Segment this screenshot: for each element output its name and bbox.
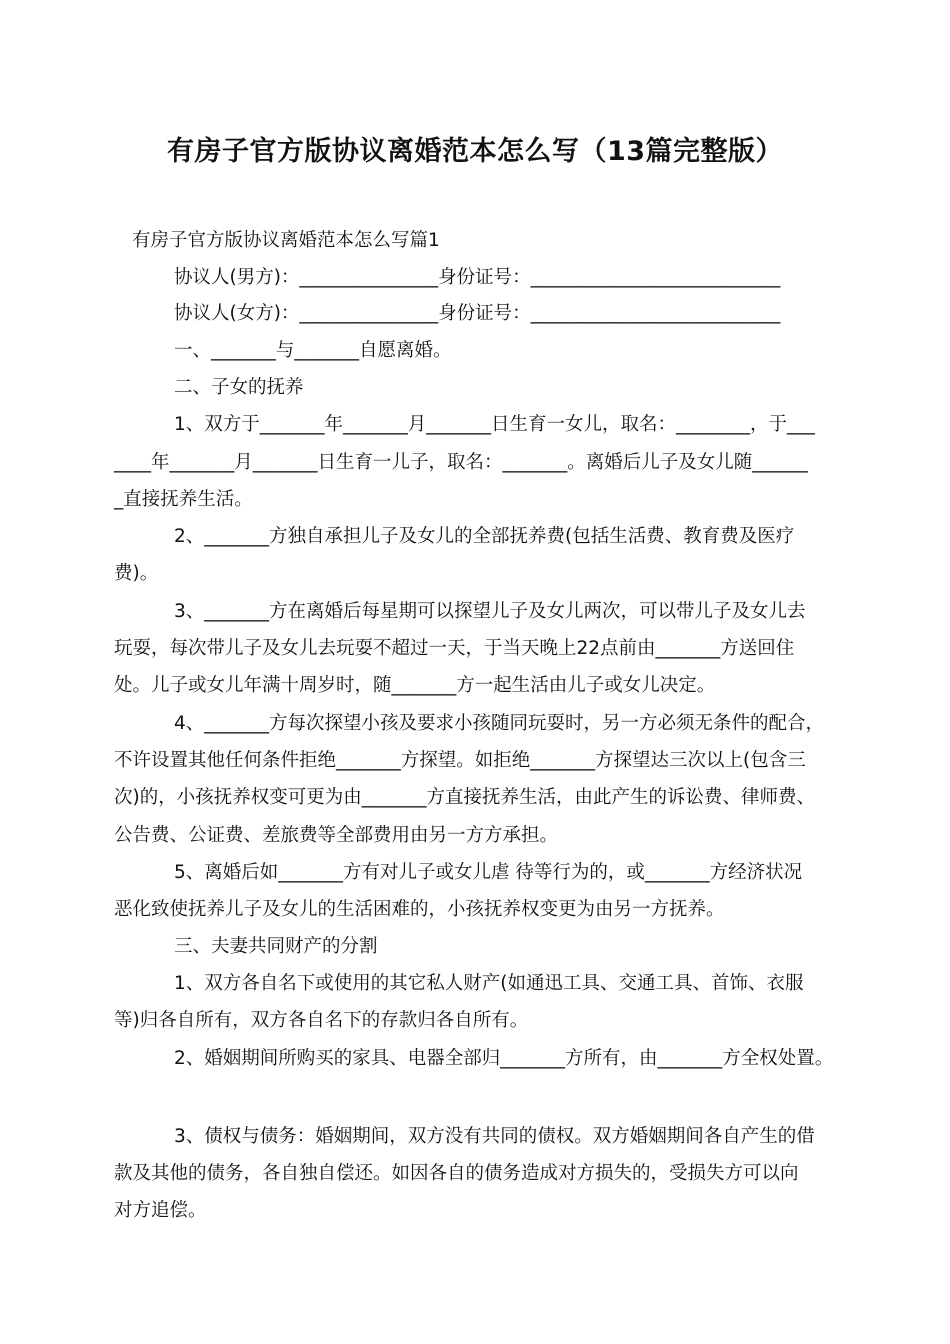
party-female-line: 协议人(女方)：_______________身份证号：___________________________ bbox=[174, 303, 781, 324]
paragraph-line: 款及其他的债务，各自独自偿还。如因各自的债务造成对方损失的，受损失方可以向 bbox=[114, 1163, 799, 1184]
paragraph-line: 3、_______方在离婚后每星期可以探望儿子及女儿两次，可以带儿子及女儿去 bbox=[174, 601, 806, 622]
paragraph-line: 费)。 bbox=[114, 563, 159, 584]
paragraph-line: 3、债权与债务：婚姻期间，双方没有共同的债权。双方婚姻期间各自产生的借 bbox=[174, 1126, 815, 1147]
paragraph-line: 次)的，小孩抚养权变可更为由_______方直接抚养生活，由此产生的诉讼费、律师费、 bbox=[114, 787, 815, 808]
paragraph-line: 1、双方各自名下或使用的其它私人财产(如通迅工具、交通工具、首饰、衣服 bbox=[174, 973, 804, 994]
clause-2-heading: 二、子女的抚养 bbox=[174, 377, 304, 398]
paragraph-line: 5、离婚后如_______方有对儿子或女儿虐 待等行为的，或_______方经济状况 bbox=[174, 862, 803, 883]
paragraph-line: 公告费、公证费、差旅费等全部费用由另一方方承担。 bbox=[114, 825, 559, 846]
paragraph-line: 恶化致使抚养儿子及女儿的生活困难的，小孩抚养权变更为由另一方抚养。 bbox=[114, 899, 725, 920]
section-heading: 有房子官方版协议离婚范本怎么写篇1 bbox=[132, 230, 440, 251]
paragraph-line: 对方追偿。 bbox=[114, 1200, 207, 1221]
clause-3-heading: 三、夫妻共同财产的分割 bbox=[174, 936, 378, 957]
paragraph-line: _直接抚养生活。 bbox=[114, 489, 253, 510]
paragraph-line: 2、婚姻期间所购买的家具、电器全部归_______方所有，由_______方全权处置。 bbox=[174, 1048, 834, 1069]
clause-1: 一、_______与_______自愿离婚。 bbox=[174, 340, 452, 361]
paragraph-line: 2、_______方独自承担儿子及女儿的全部抚养费(包括生活费、教育费及医疗 bbox=[174, 526, 795, 547]
paragraph-line: ____年_______月_______日生育一儿子，取名：_______。离婚后儿子及女儿随______ bbox=[114, 452, 808, 473]
paragraph-line: 不许设置其他任何条件拒绝_______方探望。如拒绝_______方探望达三次以上(包含三 bbox=[114, 750, 806, 771]
paragraph-line: 4、_______方每次探望小孩及要求小孩随同玩耍时，另一方必须无条件的配合， bbox=[174, 713, 825, 734]
party-male-line: 协议人(男方)：_______________身份证号：___________________________ bbox=[174, 267, 781, 288]
document-title: 有房子官方版协议离婚范本怎么写（13篇完整版） bbox=[166, 136, 784, 167]
paragraph-line: 玩耍，每次带儿子及女儿去玩耍不超过一天，于当天晚上22点前由_______方送回住 bbox=[114, 638, 795, 659]
paragraph-line: 1、双方于_______年_______月_______日生育一女儿，取名：________，于___ bbox=[174, 414, 815, 435]
paragraph-line: 等)归各自所有，双方各自名下的存款归各自所有。 bbox=[114, 1010, 529, 1031]
paragraph-line: 处。儿子或女儿年满十周岁时，随_______方一起生活由儿子或女儿决定。 bbox=[114, 675, 716, 696]
